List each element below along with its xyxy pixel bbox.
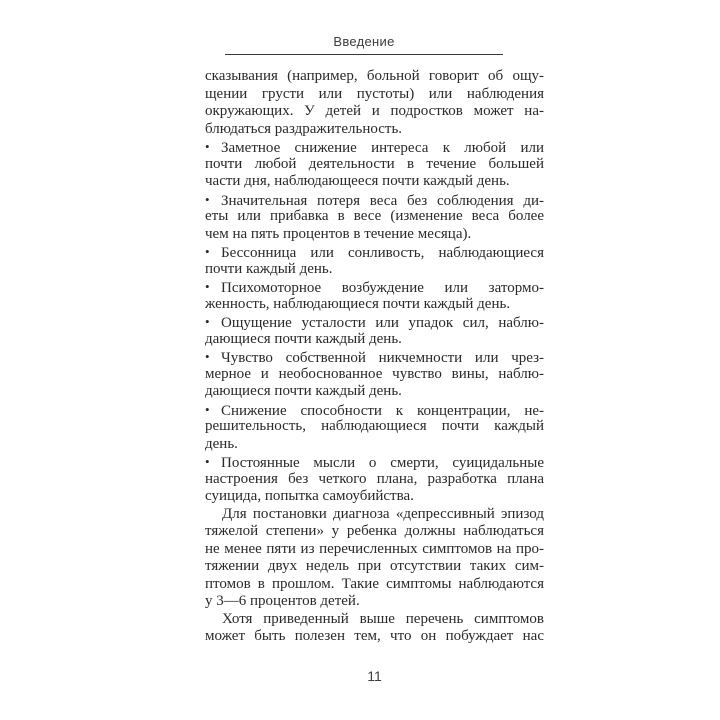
bullet-icon: • [205, 454, 210, 469]
text-line: дающиеся почти каждый день. [205, 330, 402, 347]
running-header [225, 34, 503, 55]
bullet-icon: • [205, 191, 210, 207]
bullet-line: • Чувство собственной никчемности или чрез- [205, 349, 544, 366]
bullet-icon: • [205, 401, 210, 417]
bullet-line: • Психомоторное возбуждение или затормо- [205, 279, 544, 296]
bullet-line: • Значительная потеря веса без соблюдения ди- [205, 191, 544, 209]
text-line: мерное и необоснованное чувство вины, наблю- [205, 365, 544, 382]
text-line: сказывания (например, больной говорит об ощу- [205, 68, 544, 84]
text-line: блюдаться раздражительность. [205, 120, 403, 137]
text-line: Для постановки диагноза «депрессивный эпизод [222, 505, 544, 522]
bullet-line: • Снижение способности к концентрации, не- [205, 401, 544, 419]
text-line: окружающих. У детей и подростков может на- [205, 103, 544, 119]
text-line: почти каждый день. [205, 260, 333, 277]
bullet-icon: • [205, 314, 210, 329]
bullet-line: • Ощущение усталости или упадок сил, наблю- [205, 314, 544, 331]
bullet-icon: • [205, 279, 210, 294]
bullet-icon: • [205, 244, 210, 259]
bullet-icon: • [205, 349, 210, 364]
text-line: может быть полезен тем, что он побуждает нас [205, 628, 544, 644]
bullet-line: • Заметное снижение интереса к любой или [205, 139, 544, 156]
text-line: решительность, наблюдающиеся почти каждый [205, 418, 544, 434]
text-line: дающиеся почти каждый день. [205, 383, 402, 399]
bullet-icon: • [205, 139, 210, 154]
text-line: щении грусти или пустоты) или наблюдения [205, 85, 544, 102]
text-line: тяжении двух недель при отсутствии таких сим- [205, 558, 544, 574]
text-line: тяжелой степени» у ребенка должны наблюдаться [205, 523, 544, 539]
bullet-line: • Постоянные мысли о смерти, суицидальные [205, 454, 544, 471]
text-line: чем на пять процентов в течение месяца). [205, 225, 472, 242]
text-line: еты или прибавка в весе (изменение веса более [205, 208, 544, 224]
text-line: почти любой деятельности в течение большей [205, 155, 544, 172]
chapter-title: Введение [333, 34, 395, 49]
text-line: Хотя приведенный выше перечень симптомов [222, 610, 544, 627]
bullet-line: • Бессонница или сонливость, наблюдающиеся [205, 244, 544, 261]
text-line: птомов в прошлом. Такие симптомы наблюдаются [205, 575, 544, 592]
text-line: женность, наблюдающиеся почти каждый день. [205, 295, 511, 312]
text-line: суицида, попытка самоубийства. [205, 488, 414, 504]
page-number: 11 [367, 668, 382, 684]
page-body-text [205, 68, 544, 646]
text-line: день. [205, 435, 238, 452]
text-line: части дня, наблюдающееся почти каждый день. [205, 173, 510, 189]
text-line: настроения без четкого плана, разработка плана [205, 470, 544, 487]
text-line: у 3—6 процентов детей. [205, 593, 360, 609]
text-line: не менее пяти из перечисленных симптомов на про- [205, 540, 544, 557]
